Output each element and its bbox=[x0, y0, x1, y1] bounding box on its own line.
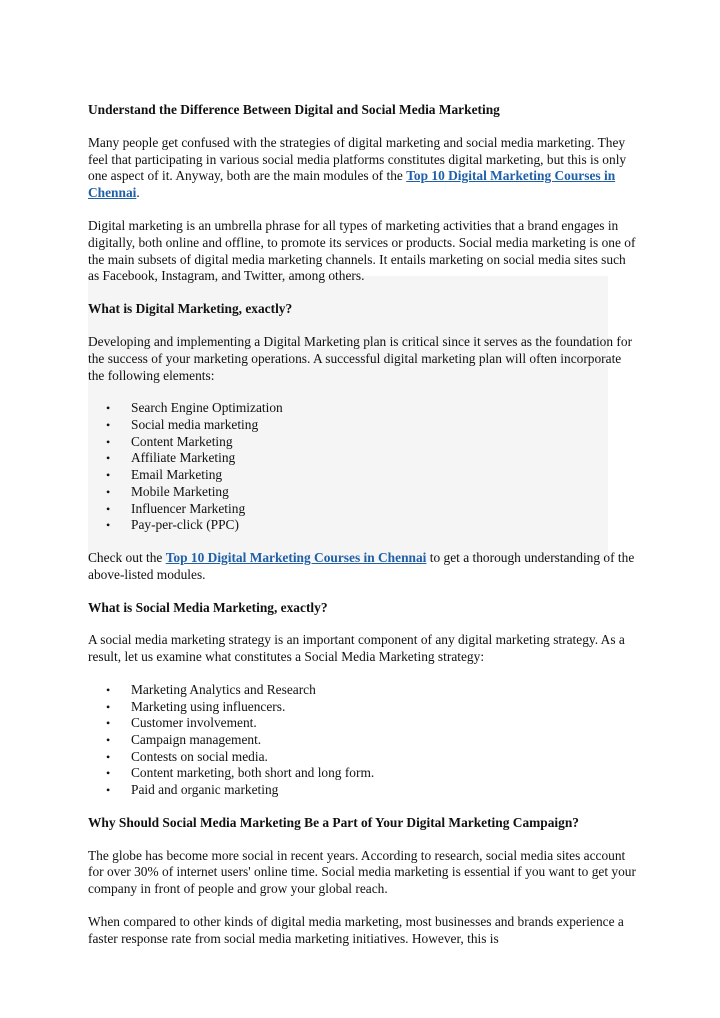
courses-link-1[interactable]: Top 10 Digital Marketing Courses in Chennai bbox=[88, 168, 616, 201]
list-item-text: Search Engine Optimization bbox=[131, 400, 283, 416]
list-item-text: Influencer Marketing bbox=[131, 500, 246, 516]
why-heading: Why Should Social Media Marketing Be a Part of Your Digital Marketing Campaign? bbox=[88, 814, 579, 830]
bullet-icon: • bbox=[106, 733, 111, 748]
list-item-text: Social media marketing bbox=[131, 417, 259, 433]
list-item-text: Content Marketing bbox=[131, 433, 233, 449]
bullet-icon: • bbox=[106, 501, 111, 516]
bullet-icon: • bbox=[106, 699, 111, 714]
main-heading: Understand the Difference Between Digital and Social Media Marketing bbox=[88, 102, 500, 117]
list-item bbox=[88, 517, 636, 534]
response-paragraph: When compared to other kinds of digital media marketing, most businesses and brands experience a faster response rate from social media marketing initiatives. However, this is bbox=[88, 914, 624, 946]
intro-end: . bbox=[136, 185, 140, 201]
digital-heading: What is Digital Marketing, exactly? bbox=[88, 301, 293, 317]
globe-paragraph: The globe has become more social in recent years. According to research, social media sites account for over 30% of internet users' online time. Social media marketing is essential if you want to get your company in front of people and grow your global reach. bbox=[88, 847, 636, 897]
list-item bbox=[88, 699, 636, 716]
list-item bbox=[88, 434, 636, 451]
bullet-icon: • bbox=[106, 682, 111, 697]
bullet-icon: • bbox=[106, 716, 111, 731]
checkout-after: to get a thorough understanding of the above-listed modules. bbox=[88, 549, 635, 582]
list-item bbox=[88, 450, 636, 467]
list-item bbox=[88, 732, 636, 749]
courses-link-2[interactable]: Top 10 Digital Marketing Courses in Chennai bbox=[165, 549, 427, 565]
list-item-text: Contests on social media. bbox=[131, 748, 268, 764]
list-item-text: Content marketing, both short and long form. bbox=[131, 765, 375, 781]
list-item-text: Paid and organic marketing bbox=[131, 782, 279, 798]
bullet-icon: • bbox=[106, 468, 111, 483]
list-item-text: Mobile Marketing bbox=[131, 483, 229, 499]
digital-elements-list bbox=[88, 400, 636, 534]
bullet-icon: • bbox=[106, 401, 111, 416]
checkout-before: Check out the bbox=[88, 549, 166, 565]
list-item bbox=[88, 467, 636, 484]
list-item bbox=[88, 715, 636, 732]
intro-paragraph bbox=[88, 135, 636, 202]
list-item bbox=[88, 400, 636, 417]
list-item bbox=[88, 417, 636, 434]
intro-text: Many people get confused with the strategies of digital marketing and social media marketing. They feel that participating in various social media platforms constitutes digital marketing, but this is only one aspect of it. Anyway, both are the main modules of the bbox=[88, 134, 627, 184]
checkout-paragraph bbox=[88, 550, 636, 584]
list-item-text: Affiliate Marketing bbox=[131, 450, 236, 466]
social-elements-list bbox=[88, 682, 636, 799]
bullet-icon: • bbox=[106, 418, 111, 433]
list-item-text: Marketing using influencers. bbox=[131, 698, 286, 714]
list-item-text: Email Marketing bbox=[131, 467, 223, 483]
social-paragraph: A social media marketing strategy is an important component of any digital marketing strategy. As a result, let us examine what constitutes a Social Media Marketing strategy: bbox=[88, 632, 625, 665]
list-item bbox=[88, 782, 636, 799]
bullet-icon: • bbox=[106, 434, 111, 449]
bullet-icon: • bbox=[106, 749, 111, 764]
social-heading: What is Social Media Marketing, exactly? bbox=[88, 599, 328, 615]
bullet-icon: • bbox=[106, 518, 111, 533]
bullet-icon: • bbox=[106, 451, 111, 466]
document-page bbox=[88, 0, 636, 948]
definition-paragraph: Digital marketing is an umbrella phrase for all types of marketing activities that a brand engages in digitally, both online and offline, to promote its services or products. Social media marketing is one of the main subsets of digital media marketing channels. It entails marketing on social media sites such as Facebook, Instagram, and Twitter, among others. bbox=[88, 217, 636, 284]
list-item-text: Campaign management. bbox=[131, 732, 262, 748]
list-item-text: Customer involvement. bbox=[131, 715, 257, 731]
list-item bbox=[88, 765, 636, 782]
bullet-icon: • bbox=[106, 766, 111, 781]
bullet-icon: • bbox=[106, 783, 111, 798]
list-item-text: Marketing Analytics and Research bbox=[131, 681, 316, 697]
list-item-text: Pay-per-click (PPC) bbox=[131, 517, 239, 533]
list-item bbox=[88, 682, 636, 699]
list-item bbox=[88, 749, 636, 766]
list-item bbox=[88, 484, 636, 501]
bullet-icon: • bbox=[106, 484, 111, 499]
digital-paragraph: Developing and implementing a Digital Marketing plan is critical since it serves as the foundation for the success of your marketing operations. A successful digital marketing plan will often incorporate the following elements: bbox=[88, 333, 633, 383]
list-item bbox=[88, 501, 636, 518]
